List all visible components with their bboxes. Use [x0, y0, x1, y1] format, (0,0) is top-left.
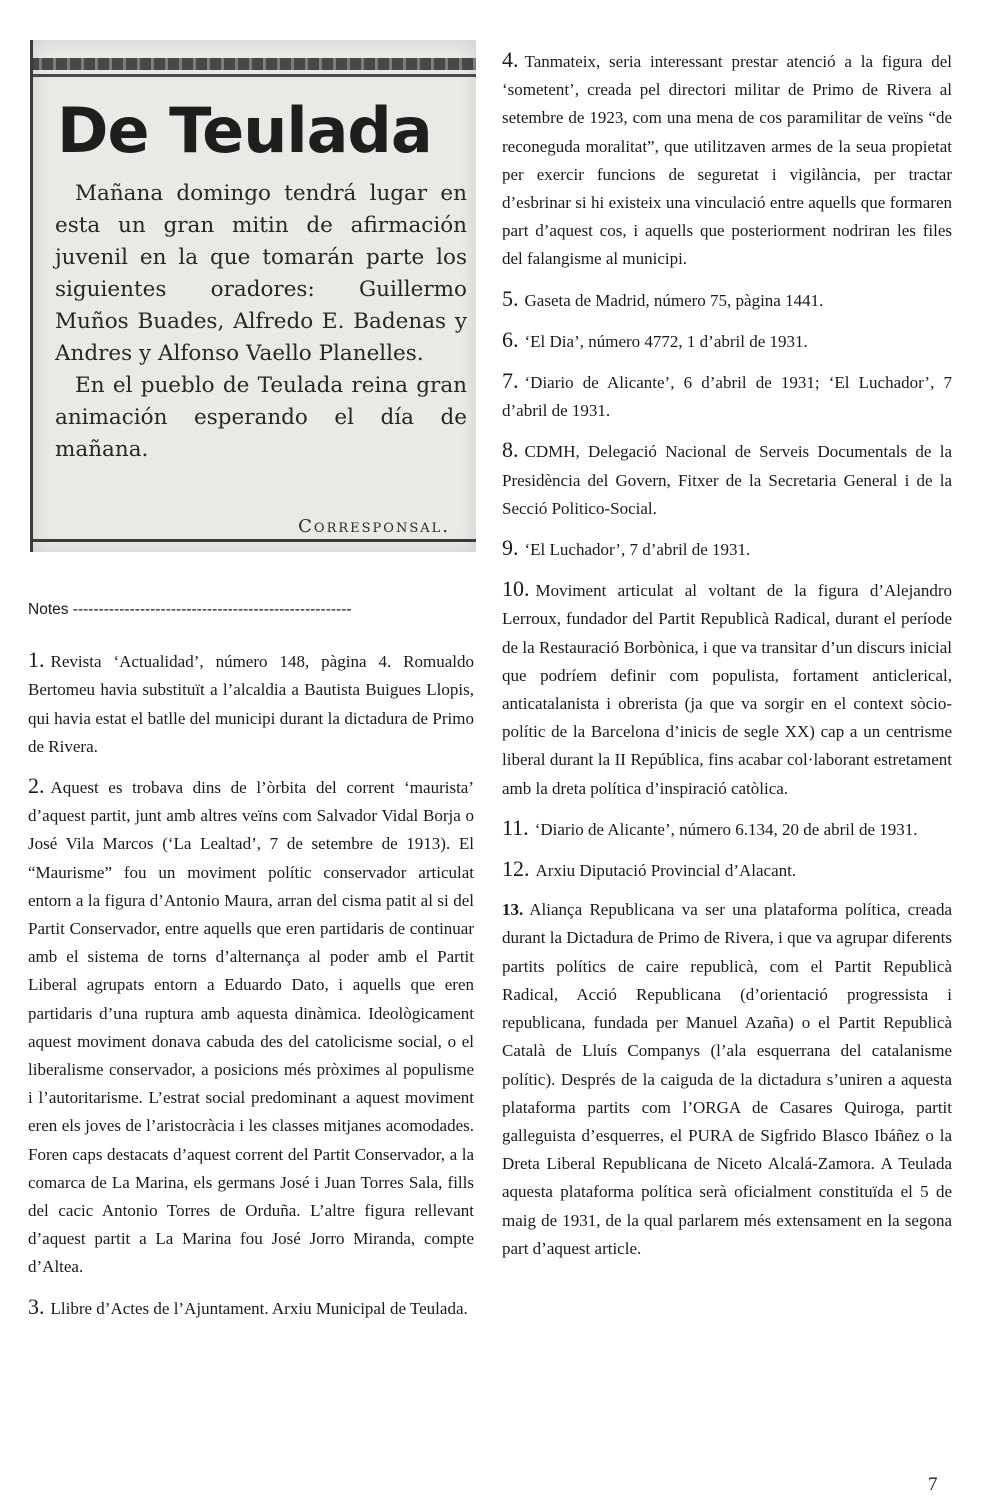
- clipping-top-rule-thin: [33, 74, 476, 77]
- clipping-bottom-rule: [33, 539, 476, 542]
- note-number: 3.: [28, 1293, 45, 1319]
- note-12: [502, 855, 952, 885]
- note-text: ‘Diario de Alicante’, 6 d’abril de 1931; ‘El Luchador’, 7 d’abril de 1931.: [502, 373, 952, 421]
- newspaper-clipping: [30, 40, 476, 552]
- note-7: [502, 367, 952, 425]
- note-number: 8.: [502, 437, 519, 463]
- note-text: Arxiu Diputació Provincial d’Alacant.: [535, 861, 797, 881]
- note-4: [502, 46, 952, 274]
- note-8: [502, 436, 952, 523]
- note-text: ‘El Luchador’, 7 d’abril de 1931.: [524, 540, 751, 560]
- note-number: 11.: [502, 814, 529, 840]
- clipping-top-rule: [33, 58, 476, 70]
- notes-heading: Notes ------------------------------------------------------: [28, 601, 352, 618]
- note-9: [502, 534, 952, 564]
- note-number: 12.: [502, 856, 530, 882]
- note-number: 9.: [502, 535, 519, 561]
- note-3: [28, 1293, 474, 1323]
- note-text: Llibre d’Actes de l’Ajuntament. Arxiu Municipal de Teulada.: [50, 1298, 468, 1318]
- note-text: ‘Diario de Alicante’, número 6.134, 20 de abril de 1931.: [534, 819, 918, 839]
- clipping-body: [55, 178, 467, 466]
- note-text: Aquest es trobava dins de l’òrbita del corrent ‘maurista’ d’aquest partit, junt amb altres veïns com Salvador Vidal Borja o José Vila Marcos (‘La Lealtad’, 7 de setembre de 1913). El “Maurisme” fou un moviment polític conservador articulat entorn a la figura d’Antonio Maura, arran del cisma patit al si del Partit Conservador, entre aquells que eren partidaris de continuar amb el sistema de torns d’alternança al poder amb el Partit Liberal agrupats entorn a Eduardo Dato, i aquells que eren partidaris d’una ruptura amb aquesta dinàmica. Ideològicament aquest moviment donava cabuda des del catolicisme social, o el liberalisme conservador, a posicions més pròximes al populisme i l’autoritarisme. L’estrat social predominant a aquest moviment eren els joves de l’aristocràcia i les classes mitjanes acomodades. Foren caps destacats d’aquest corrent del Partit Conservador, a la comarca de La Marina, els germans José i Juan Torres Sala, fills del cacic Antonio Torres de Orduña. L’altre figura rellevant d’aquest partit a La Marina fou José Jorro Miranda, compte d’Altea.: [28, 778, 474, 1277]
- note-text: CDMH, Delegació Nacional de Serveis Documentals de la Presidència del Govern, Fitxer de la Secretaria General i de la Secció Politico-Social.: [502, 442, 952, 518]
- note-text: Tanmateix, seria interessant prestar atenció a la figura del ‘sometent’, creada pel directori militar de Primo de Rivera al setembre de 1923, com una mena de cos paramilitar de veïns “de reconeguda moralitat”, que utilitzaven armes de la seua propietat per exercir funcions de seguretat i vigilància, per tractar d’esbrinar si hi existeix una vinculació entre aquells que formaren part d’aquest cos, i aquells que posteriorment nodriran les files del falangisme al municipi.: [502, 52, 952, 269]
- left-column: [28, 596, 474, 1334]
- note-text: ‘El Dia’, número 4772, 1 d’abril de 1931.: [524, 331, 808, 351]
- page-number: 7: [928, 1474, 938, 1495]
- note-number: 13.: [502, 900, 524, 920]
- right-column: [502, 46, 952, 1274]
- note-6: [502, 326, 952, 356]
- note-13: [502, 896, 952, 1263]
- note-1: [28, 646, 474, 761]
- note-number: 10.: [502, 576, 530, 602]
- note-text: Aliança Republicana va ser una plataforma política, creada durant la Dictadura de Primo de Rivera, i que va agrupar diferents partits polítics de caire republicà, com el Partit Republicà Radical, Acció Republicana (d’orientació progressista i republicana, fundada per Manuel Azaña) o el Partit Republicà Català de Lluís Companys (l’ala esquerrana del catalanisme polític). Després de la caiguda de la dictadura s’uniren a aquesta plataforma partits com l’ORGA de Casares Quiroga, partit galleguista d’esquerres, el PURA de Sigfrido Blasco Ibáñez o la Dreta Liberal Republicana de Niceto Alcalá-Zamora. A Teulada aquesta plataforma política serà oficialment constituïda el 5 de maig de 1931, de la qual parlarem més extensament en la segona part d’aquest article.: [502, 900, 952, 1258]
- note-text: Revista ‘Actualidad’, número 148, pàgina 4. Romualdo Bertomeu havia substituït a l’alcaldia a Bautista Buigues Llopis, qui havia estat el batlle del municipi durant la dictadura de Primo de Rivera.: [28, 652, 474, 756]
- clipping-paragraph-1: Mañana domingo tendrá lugar en esta un gran mitin de afirmación juvenil en la que tomarán parte los siguientes oradores: Guillermo Muños Buades, Alfredo E. Badenas y Andres y Alfonso Vaello Planelles.: [55, 181, 467, 366]
- note-number: 6.: [502, 326, 519, 352]
- note-text: Gaseta de Madrid, número 75, pàgina 1441.: [524, 290, 824, 310]
- note-2: [28, 772, 474, 1282]
- clipping-signature: Corresponsal.: [298, 516, 450, 537]
- note-number: 1.: [28, 647, 45, 673]
- note-number: 7.: [502, 368, 519, 394]
- note-10: [502, 575, 952, 803]
- clipping-headline: De Teulada: [57, 94, 432, 167]
- note-5: [502, 285, 952, 315]
- note-number: 2.: [28, 773, 45, 799]
- note-number: 4.: [502, 47, 519, 72]
- note-11: [502, 814, 952, 844]
- note-text: Moviment articulat al voltant de la figura d’Alejandro Lerroux, fundador del Partit Republicà Radical, durant el període de la Restauració Borbònica, i que va transitar d’un discurs inicial que podríem definir com populista, fortament anticlerical, anticatalanista i obrerista (ja que va sorgir en el context sòcio-polític de la Barcelona d’inicis de segle XX) cap a un centrisme liberal durant la II República, fins acabar col·laborant estretament amb la dreta política d’inspiració catòlica.: [502, 581, 952, 798]
- clipping-paragraph-2: En el pueblo de Teulada reina gran animación esperando el día de mañana.: [55, 373, 467, 462]
- note-number: 5.: [502, 285, 519, 311]
